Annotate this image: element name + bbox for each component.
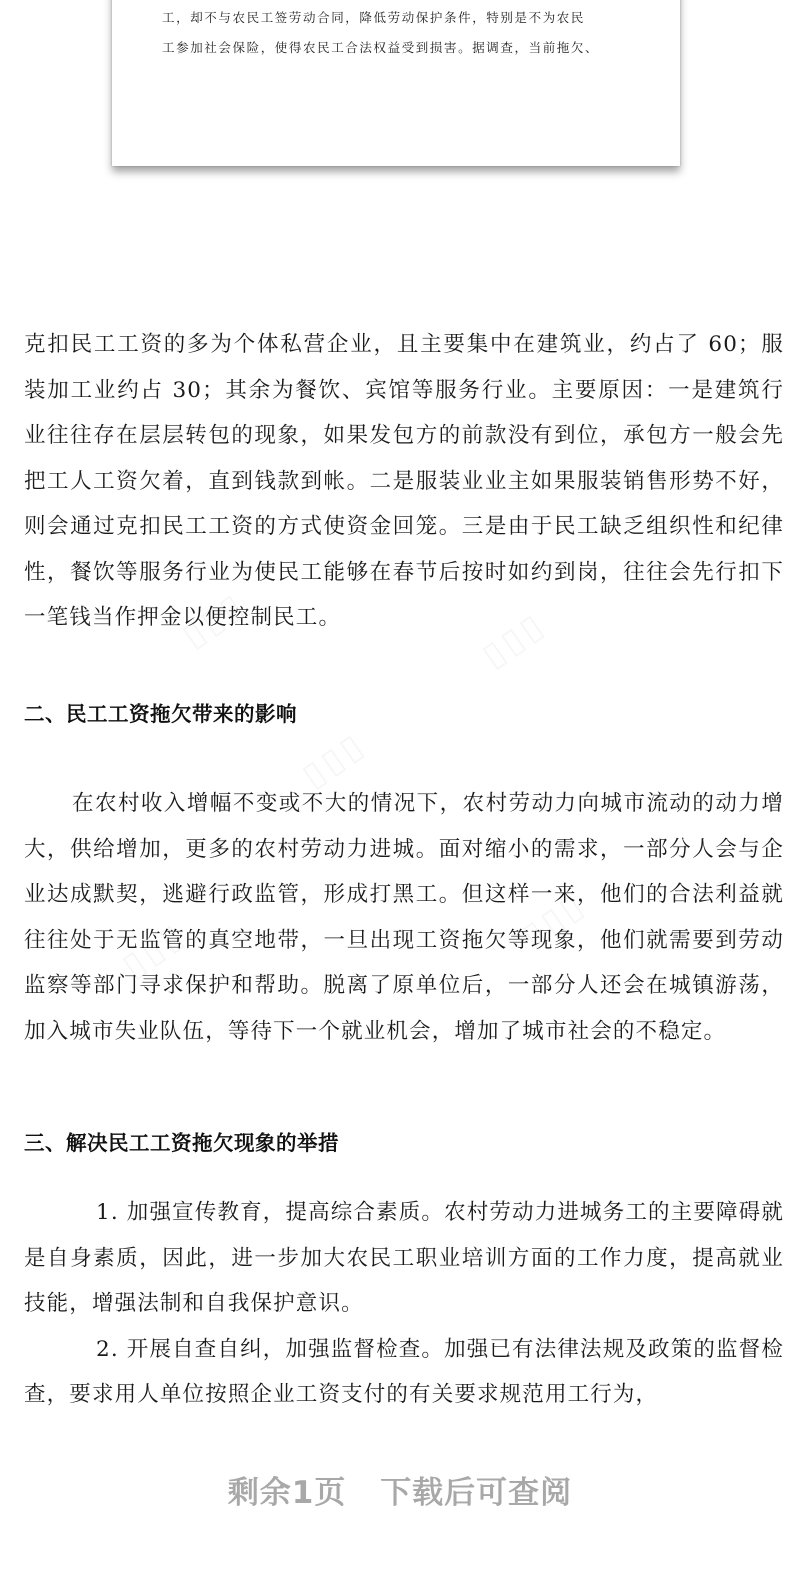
preview-line-2: 工参加社会保险，使得农民工合法权益受到损害。据调查，当前拖欠、 <box>162 40 600 55</box>
previous-page-preview <box>112 0 680 166</box>
section-3-body <box>24 1190 784 1418</box>
measure-item-2: 2. 开展自查自纠，加强监督检查。加强已有法律法规及政策的监督检查，要求用人单位按照企业工资支付的有关要求规范用工行为， <box>24 1336 784 1407</box>
paragraph-causes: 克扣民工工资的多为个体私营企业，且主要集中在建筑业，约占了 60；服装加工业约占 30；其余为餐饮、宾馆等服务行业。主要原因：一是建筑行业往往存在层层转包的现象，如果发包方的前款没有到位，承包方一般会先把工人工资欠着，直到钱款到帐。二是服装业业主如果服装销售形势不好，则会通过克扣民工工资的方式使资金回笼。三是由于民工缺乏组织性和纪律性，餐饮等服务行业为使民工能够在春节后按时如约到岗，往往会先行扣下一笔钱当作押金以便控制民工。 <box>24 332 784 630</box>
section-2-body <box>24 781 784 1054</box>
preview-line-1: 工，却不与农民工签劳动合同，降低劳动保护条件，特别是不为农民 <box>162 10 586 25</box>
remaining-pages-text: 剩余1页 <box>227 1475 347 1511</box>
section-1-body <box>24 322 784 641</box>
download-to-view-text: 下载后可查阅 <box>380 1475 573 1511</box>
paragraph-impact: 在农村收入增幅不变或不大的情况下，农村劳动力向城市流动的动力增大，供给增加，更多的农村劳动力进城。面对缩小的需求，一部分人会与企业达成默契，逃避行政监管，形成打黑工。但这样一来，他们的合法利益就往往处于无监管的真空地带，一旦出现工资拖欠等现象，他们就需要到劳动监察等部门寻求保护和帮助。脱离了原单位后，一部分人还会在城镇游荡，加入城市失业队伍，等待下一个就业机会，增加了城市社会的不稳定。 <box>24 791 784 1044</box>
download-prompt[interactable] <box>0 1467 800 1512</box>
section-3-heading: 三、解决民工工资拖欠现象的举措 <box>24 1131 339 1155</box>
measure-item-1: 1. 加强宣传教育，提高综合素质。农村劳动力进城务工的主要障碍就是自身素质，因此，进一步加大农民工职业培训方面的工作力度，提高就业技能，增强法制和自我保护意识。 <box>24 1200 784 1316</box>
section-2-heading: 二、民工工资拖欠带来的影响 <box>24 702 297 726</box>
